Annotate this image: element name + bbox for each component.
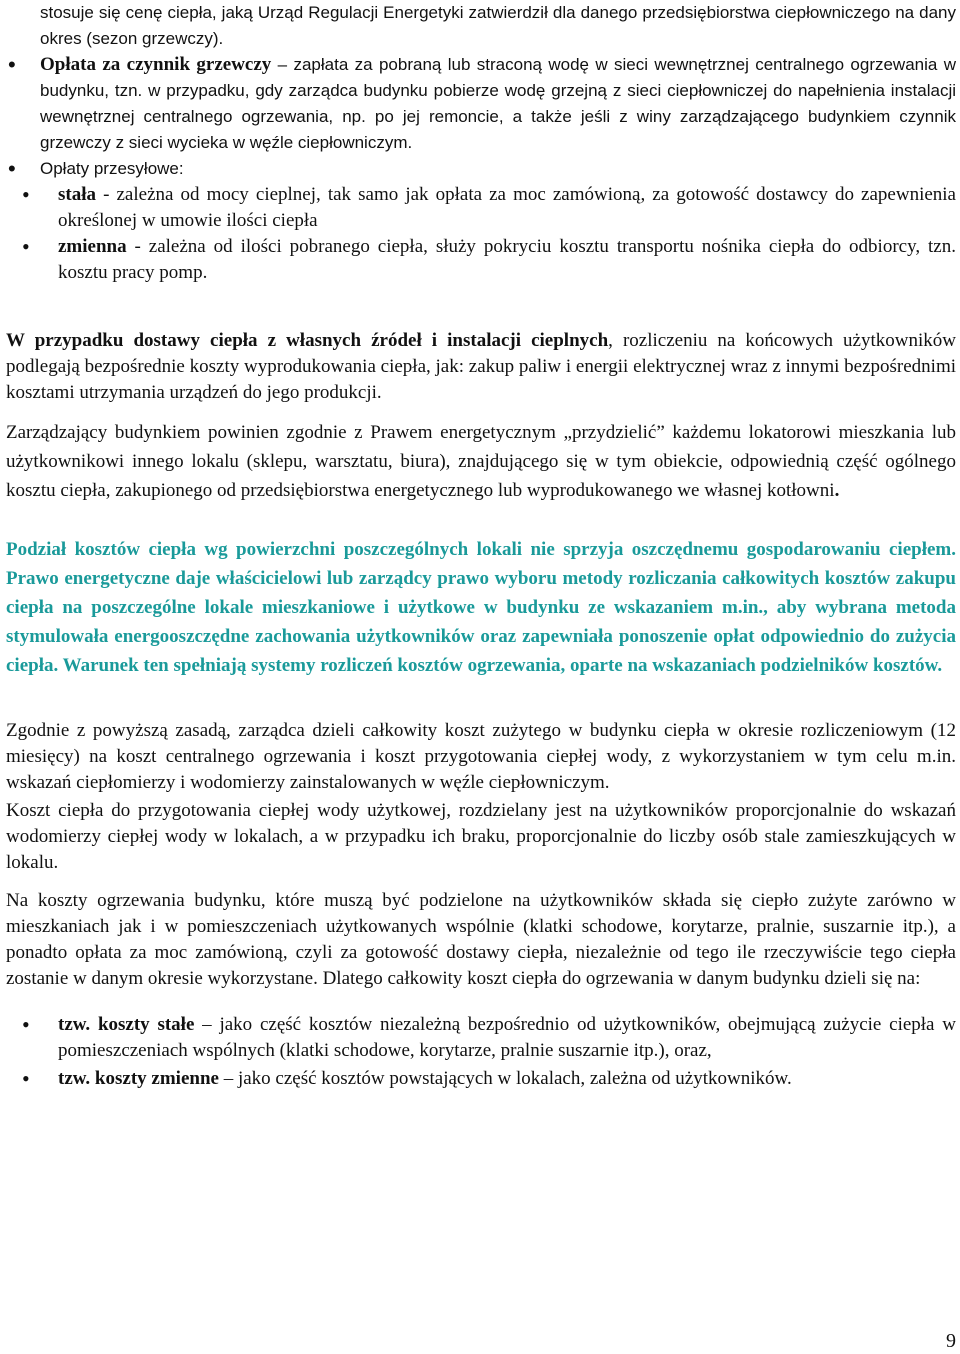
list-item-variable-fee bbox=[6, 234, 956, 286]
list-item-text: – jako część kosztów powstających w lokalach, zależna od użytkowników. bbox=[218, 1068, 792, 1089]
bottom-bullet-list bbox=[6, 1012, 956, 1092]
list-item-text: – zapłata za pobraną lub straconą wodę w sieci wewnętrznej centralnego ogrzewania w budynku, tzn. w przypadku, gdy zarządca budynku pobierze wodę grzejną z sieci ciepłowniczej do napełnienia instalacji wewnętrznej centralnego ogrzewania, np. po jej remoncie, a także jeśli z winy zarządzającego budynkiem czynnik grzewczy z sieci wycieka w węźle ciepłowniczym. bbox=[40, 55, 956, 152]
page-number: 9 bbox=[946, 1330, 956, 1352]
paragraph-principle: Zgodnie z powyższą zasadą, zarządca dzieli całkowity koszt zużytego w budynku ciepła w okresie rozliczeniowym (12 miesięcy) na koszt centralnego ogrzewania i koszt przygotowania ciepłej wody, z wykorzystaniem w tym celu m.in. wskazań ciepłomierzy i wodomierzy zainstalowanych w węźle ciepłowniczym. bbox=[6, 720, 956, 793]
list-item-text: Opłaty przesyłowe: bbox=[40, 159, 184, 178]
list-item-heating-medium bbox=[6, 52, 956, 156]
paragraph-text: Zarządzający budynkiem powinien zgodnie z Prawem energetycznym „przydzielić” każdemu lokatorowi mieszkania lub użytkownikowi innego lokalu (sklepu, warsztatu, biura), znajdującego się w tym obiekcie, odpowiednią część ogólnego kosztu ciepła, zakupionego od przedsiębiorstwa energetycznego lub wyprodukowanego we własnej kotłowni bbox=[6, 422, 956, 501]
sub-bullet-list bbox=[6, 182, 956, 286]
list-item-bold: tzw. koszty zmienne bbox=[58, 1068, 219, 1089]
paragraph-bold-lead: W przypadku dostawy ciepła z własnych źródeł i instalacji cieplnych bbox=[6, 330, 609, 351]
paragraph-manager bbox=[6, 418, 956, 505]
list-item-fixed-fee bbox=[6, 182, 956, 234]
paragraph-own-sources bbox=[6, 328, 956, 406]
paragraph-hot-water: Koszt ciepła do przygotowania ciepłej wody użytkowej, rozdzielany jest na użytkowników proporcjonalnie do wskazań wodomierzy ciepłej wody w lokalach, a w przypadku ich braku, proporcjonalnie do liczby osób stale zamieszkujących w lokalu. bbox=[6, 800, 956, 873]
document-page bbox=[6, 0, 956, 1092]
list-item-bold: stała bbox=[58, 184, 96, 205]
list-item-transmission-fees bbox=[6, 156, 956, 182]
list-item-variable-costs bbox=[6, 1066, 956, 1092]
list-item-text: – jako część kosztów niezależną bezpośrednio od użytkowników, obejmującą zużycie ciepła w pomieszczeniach wspólnych (klatki schodowe, korytarze, pralnie suszarnie itp.), oraz, bbox=[58, 1014, 956, 1061]
list-item-text: - zależna od mocy cieplnej, tak samo jak opłata za moc zamówioną, za gotowość dostawcy do zapewnienia określonej w umowie ilości ciepła bbox=[58, 184, 956, 231]
paragraph-heating-costs: Na koszty ogrzewania budynku, które muszą być podzielone na użytkowników składa się ciepło zużyte zarówno w mieszkaniach jak i w pomieszczeniach użytkowanych wspólnie (klatki schodowe, korytarze, pralnie, suszarnie itp.), a ponadto opłata za moc zamówioną, czyli za gotowość dostawy ciepła, niezależnie od tego ile rzeczywiście tego ciepła zostanie w danym okresie wykorzystane. Dlatego całkowity koszt ciepła do ogrzewania w danym budynku dzieli się na: bbox=[6, 890, 956, 989]
paragraph-bold-end: . bbox=[834, 480, 840, 501]
list-item-bold: zmienna bbox=[58, 236, 127, 257]
paragraph-text: , rozliczeniu na końcowych użytkowników podlegają bezpośrednie koszty wyprodukowania ciepła, jak: zakup paliw i energii elektrycznej wraz z innymi bezpośrednimi kosztami utrzymania urządzeń do jego produkcji. bbox=[6, 330, 956, 403]
top-bullet-list bbox=[6, 52, 956, 182]
list-item-bold: Opłata za czynnik grzewczy bbox=[40, 54, 272, 75]
list-item-text: - zależna od ilości pobranego ciepła, służy pokryciu kosztu transportu nośnika ciepła do odbiorcy, tzn. kosztu pracy pomp. bbox=[58, 236, 956, 283]
list-item-bold: tzw. koszty stałe bbox=[58, 1014, 195, 1035]
list-item-fixed-costs bbox=[6, 1012, 956, 1064]
highlight-paragraph: Podział kosztów ciepła wg powierzchni poszczególnych lokali nie sprzyja oszczędnemu gospodarowaniu ciepłem. Prawo energetyczne daje właścicielowi lub zarządcy prawo wyboru metody rozliczania całkowitych kosztów zakupu ciepła na poszczególne lokale mieszkaniowe i użytkowe w budynku ze wskazaniem m.in., aby wybrana metoda stymulowała energooszczędne zachowania użytkowników oraz zapewniała ponoszenie opłat odpowiednio do zużycia ciepła. Warunek ten spełniają systemy rozliczeń kosztów ogrzewania, oparte na wskazaniach podzielników kosztów. bbox=[6, 539, 956, 676]
intro-paragraph-tail: stosuje się cenę ciepła, jaką Urząd Regulacji Energetyki zatwierdził dla danego przedsiębiorstwa ciepłowniczego na dany okres (sezon grzewczy). bbox=[40, 3, 956, 48]
